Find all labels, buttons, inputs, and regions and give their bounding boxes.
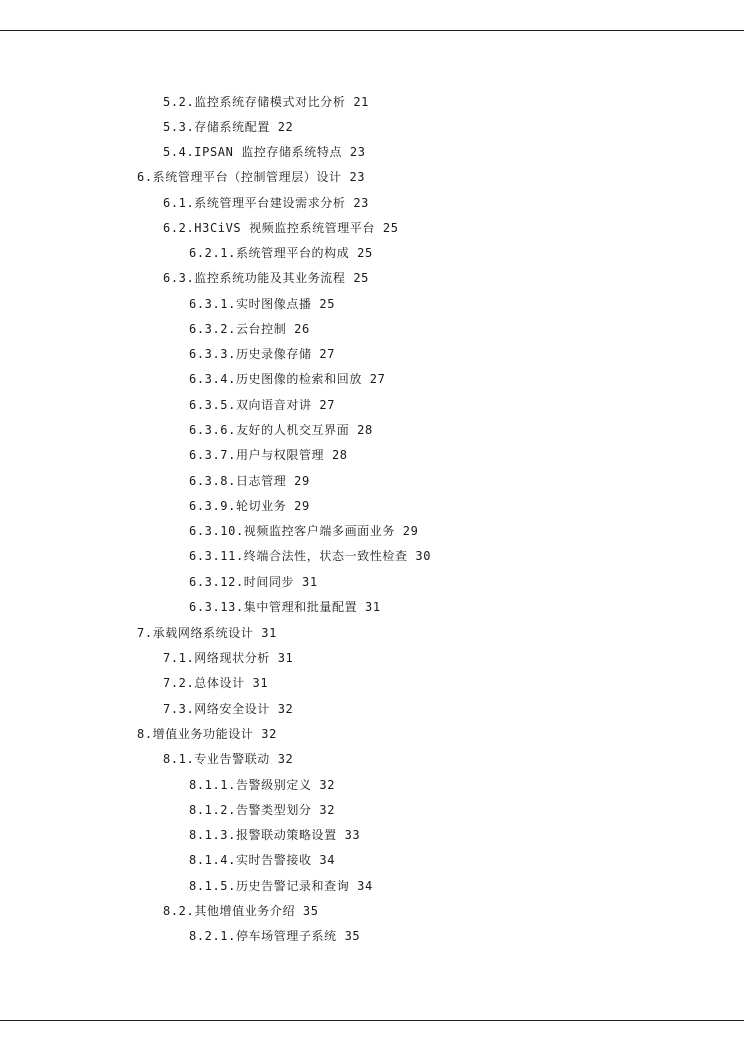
toc-entry[interactable]: 6.3.11.终端合法性，状态一致性检查 30 <box>189 549 432 563</box>
toc-entry[interactable]: 6.3.2.云台控制 26 <box>189 322 310 336</box>
toc-entry[interactable]: 6.3.7.用户与权限管理 28 <box>189 448 348 462</box>
toc-entry[interactable]: 8.1.5.历史告警记录和查询 34 <box>189 879 373 893</box>
toc-entry[interactable]: 8.2.1.停车场管理子系统 35 <box>189 929 361 943</box>
toc-entry[interactable]: 6.2.H3CiVS 视频监控系统管理平台 25 <box>163 221 399 235</box>
toc-entry[interactable]: 8.1.专业告警联动 32 <box>163 752 294 766</box>
toc-entry[interactable]: 6.2.1.系统管理平台的构成 25 <box>189 246 373 260</box>
toc-entry[interactable]: 6.3.8.日志管理 29 <box>189 474 310 488</box>
toc-entry[interactable]: 5.2.监控系统存储模式对比分析 21 <box>163 95 369 109</box>
toc-entry[interactable]: 7.承载网络系统设计 31 <box>137 626 277 640</box>
toc-entry[interactable]: 6.3.13.集中管理和批量配置 31 <box>189 600 381 614</box>
toc-entry[interactable]: 6.3.12.时间同步 31 <box>189 575 318 589</box>
toc-entry[interactable]: 6.1.系统管理平台建设需求分析 23 <box>163 196 369 210</box>
toc-entry[interactable]: 6.3.10.视频监控客户端多画面业务 29 <box>189 524 419 538</box>
toc-entry[interactable]: 6.3.3.历史录像存储 27 <box>189 347 336 361</box>
toc-entry[interactable]: 7.1.网络现状分析 31 <box>163 651 294 665</box>
toc-entry[interactable]: 6.3.监控系统功能及其业务流程 25 <box>163 271 369 285</box>
toc-entry[interactable]: 7.2.总体设计 31 <box>163 676 269 690</box>
toc-entry[interactable]: 6.3.1.实时图像点播 25 <box>189 297 336 311</box>
toc-entry[interactable]: 8.增值业务功能设计 32 <box>137 727 277 741</box>
footer-rule <box>0 1020 744 1021</box>
toc-entry[interactable]: 6.3.4.历史图像的检索和回放 27 <box>189 372 386 386</box>
toc-entry[interactable]: 5.3.存储系统配置 22 <box>163 120 294 134</box>
toc-entry[interactable]: 6.3.9.轮切业务 29 <box>189 499 310 513</box>
toc-entry[interactable]: 5.4.IPSAN 监控存储系统特点 23 <box>163 145 366 159</box>
toc-entry[interactable]: 8.2.其他增值业务介绍 35 <box>163 904 319 918</box>
toc-entry[interactable]: 8.1.1.告警级别定义 32 <box>189 778 336 792</box>
toc-entry[interactable]: 6.3.6.友好的人机交互界面 28 <box>189 423 373 437</box>
toc-entry[interactable]: 8.1.3.报警联动策略设置 33 <box>189 828 361 842</box>
toc-entry[interactable]: 6.系统管理平台（控制管理层）设计 23 <box>137 170 366 184</box>
toc-entry[interactable]: 6.3.5.双向语音对讲 27 <box>189 398 336 412</box>
toc-entry[interactable]: 7.3.网络安全设计 32 <box>163 702 294 716</box>
toc-entry[interactable]: 8.1.4.实时告警接收 34 <box>189 853 336 867</box>
toc-entry[interactable]: 8.1.2.告警类型划分 32 <box>189 803 336 817</box>
